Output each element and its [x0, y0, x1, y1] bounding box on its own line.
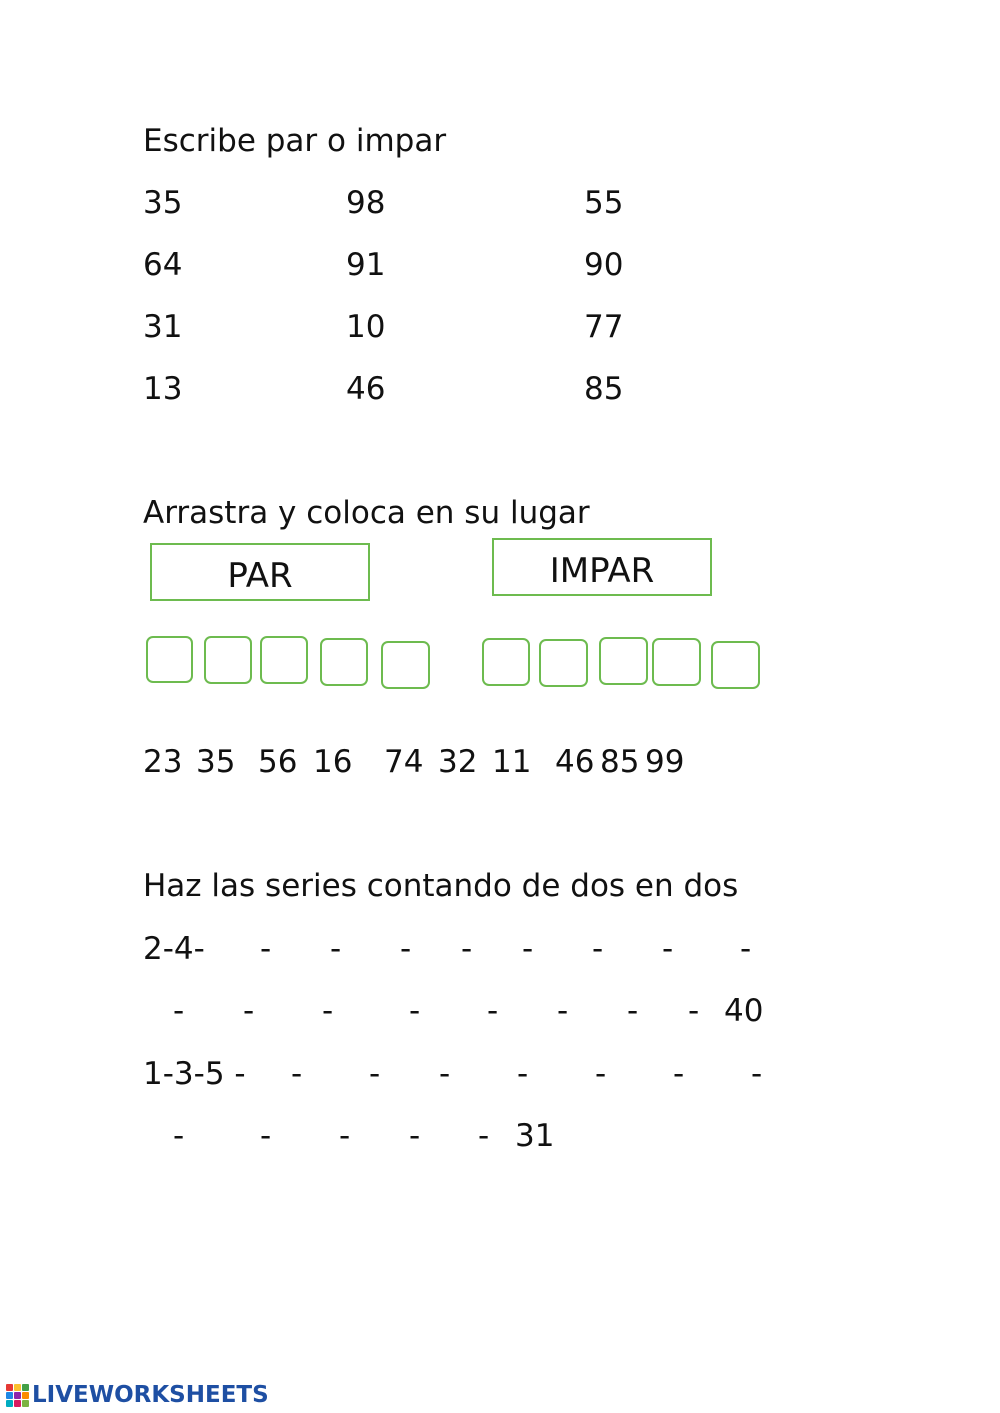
- series-dash: -: [740, 931, 752, 967]
- drag-number[interactable]: 99: [645, 744, 685, 780]
- series1-end: 40: [724, 993, 764, 1029]
- drop-slot-par-4[interactable]: [320, 638, 368, 686]
- footer-brand: [6, 1380, 269, 1410]
- drag-number[interactable]: 85: [600, 744, 640, 780]
- series-dash: -: [487, 993, 499, 1029]
- series-dash: -: [243, 993, 255, 1029]
- liveworksheets-logo-icon: [6, 1384, 29, 1407]
- number-cell: 35: [143, 185, 183, 221]
- drag-number[interactable]: 56: [258, 744, 298, 780]
- series-dash: -: [260, 931, 272, 967]
- series-dash: -: [662, 931, 674, 967]
- section2-title: Arrastra y coloca en su lugar: [143, 495, 590, 531]
- series-dash: -: [322, 993, 334, 1029]
- number-cell: 64: [143, 247, 183, 283]
- series-dash: -: [688, 993, 700, 1029]
- series-dash: -: [173, 993, 185, 1029]
- drop-slot-par-5[interactable]: [381, 641, 430, 689]
- series-dash: -: [369, 1056, 381, 1092]
- series-dash: -: [522, 931, 534, 967]
- series-dash: -: [260, 1118, 272, 1154]
- series-dash: -: [339, 1118, 351, 1154]
- number-cell: 13: [143, 371, 183, 407]
- series-dash: -: [461, 931, 473, 967]
- impar-label: IMPAR: [549, 551, 655, 591]
- drop-slot-impar-3[interactable]: [599, 637, 648, 685]
- drop-slot-par-2[interactable]: [204, 636, 252, 684]
- number-cell: 31: [143, 309, 183, 345]
- brand-name: LIVEWORKSHEETS: [32, 1382, 269, 1408]
- drag-number[interactable]: 23: [143, 744, 183, 780]
- series-dash: -: [173, 1118, 185, 1154]
- drop-slot-impar-4[interactable]: [652, 638, 701, 686]
- drop-slot-par-1[interactable]: [146, 636, 193, 683]
- drag-number[interactable]: 16: [313, 744, 353, 780]
- section1-title: Escribe par o impar: [143, 123, 447, 159]
- series-dash: -: [673, 1056, 685, 1092]
- series2-start: 1-3-5 -: [143, 1056, 246, 1092]
- number-cell: 46: [346, 371, 386, 407]
- drop-slot-impar-1[interactable]: [482, 638, 530, 686]
- number-cell: 98: [346, 185, 386, 221]
- drop-slot-impar-2[interactable]: [539, 639, 588, 687]
- series1-start: 2-4-: [143, 931, 205, 967]
- series-dash: -: [517, 1056, 529, 1092]
- series-dash: -: [439, 1056, 451, 1092]
- series-dash: -: [400, 931, 412, 967]
- series-dash: -: [595, 1056, 607, 1092]
- number-cell: 91: [346, 247, 386, 283]
- drag-number[interactable]: 32: [438, 744, 478, 780]
- drop-slot-impar-5[interactable]: [711, 641, 760, 689]
- drag-number[interactable]: 46: [555, 744, 595, 780]
- series-dash: -: [751, 1056, 763, 1092]
- par-label: PAR: [227, 556, 293, 596]
- series-dash: -: [409, 993, 421, 1029]
- par-box: [150, 543, 370, 601]
- number-cell: 85: [584, 371, 624, 407]
- series-dash: -: [627, 993, 639, 1029]
- series-dash: -: [478, 1118, 490, 1154]
- series2-end: 31: [515, 1118, 555, 1154]
- drop-slot-par-3[interactable]: [260, 636, 308, 684]
- number-cell: 55: [584, 185, 624, 221]
- drag-number[interactable]: 11: [492, 744, 532, 780]
- drag-number[interactable]: 74: [384, 744, 424, 780]
- number-cell: 10: [346, 309, 386, 345]
- series-dash: -: [409, 1118, 421, 1154]
- drag-number[interactable]: 35: [196, 744, 236, 780]
- section3-title: Haz las series contando de dos en dos: [143, 868, 739, 904]
- impar-box: [492, 538, 712, 596]
- series-dash: -: [557, 993, 569, 1029]
- number-cell: 90: [584, 247, 624, 283]
- number-cell: 77: [584, 309, 624, 345]
- series-dash: -: [291, 1056, 303, 1092]
- series-dash: -: [330, 931, 342, 967]
- series-dash: -: [592, 931, 604, 967]
